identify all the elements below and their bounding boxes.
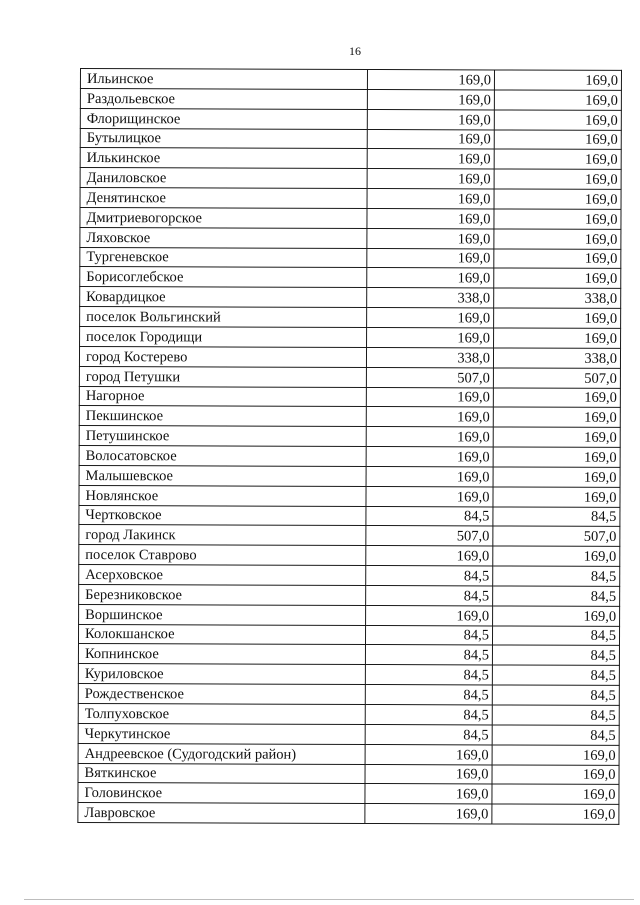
- value-cell-col2: 169,0: [494, 189, 621, 209]
- table-row: [80, 108, 621, 130]
- municipality-name-cell: Ковардицкое: [80, 287, 367, 308]
- municipality-name-cell: город Петушки: [79, 366, 366, 387]
- value-cell-col2: 169,0: [492, 784, 619, 804]
- table-row: [80, 188, 621, 210]
- municipality-name-cell: Ляховское: [80, 227, 367, 248]
- value-cell-col1: 338,0: [367, 288, 494, 308]
- value-cell-col1: 84,5: [365, 645, 492, 665]
- value-cell-col1: 84,5: [366, 566, 493, 586]
- table-row: [79, 465, 620, 487]
- municipality-name-cell: Лавровское: [78, 803, 365, 824]
- value-cell-col1: 169,0: [366, 447, 493, 467]
- table-row: [79, 545, 620, 567]
- table-row: [78, 703, 619, 725]
- value-cell-col2: 169,0: [494, 169, 621, 189]
- value-cell-col1: 169,0: [367, 70, 494, 90]
- value-cell-col1: 169,0: [367, 208, 494, 228]
- municipality-name-cell: Илькинское: [80, 148, 367, 169]
- value-cell-col1: 84,5: [366, 585, 493, 605]
- value-cell-col2: 169,0: [493, 467, 620, 487]
- municipality-name-cell: поселок Вольгинский: [80, 307, 367, 328]
- value-cell-col2: 169,0: [492, 804, 619, 824]
- municipality-name-cell: Копнинское: [78, 644, 365, 665]
- table-row: [79, 346, 620, 368]
- table-row: [79, 604, 620, 626]
- municipality-name-cell: поселок Ставрово: [79, 545, 366, 566]
- value-cell-col2: 169,0: [493, 606, 620, 626]
- value-cell-col2: 338,0: [494, 288, 621, 308]
- value-cell-col1: 169,0: [367, 169, 494, 189]
- value-cell-col1: 169,0: [365, 744, 492, 764]
- value-cell-col2: 169,0: [493, 407, 620, 427]
- municipality-name-cell: Бутылицкое: [80, 128, 367, 149]
- value-cell-col2: 169,0: [493, 447, 620, 467]
- table-row: [80, 326, 621, 348]
- value-cell-col1: 84,5: [365, 704, 492, 724]
- value-cell-col1: 84,5: [365, 625, 492, 645]
- municipality-name-cell: поселок Городищи: [80, 326, 367, 347]
- value-cell-col1: 84,5: [365, 665, 492, 685]
- value-cell-col1: 169,0: [367, 248, 494, 268]
- value-cell-col2: 169,0: [494, 90, 621, 110]
- value-cell-col1: 169,0: [365, 804, 492, 824]
- municipality-name-cell: Андреевское (Судогодский район): [78, 743, 365, 764]
- table-row: [78, 743, 619, 765]
- value-cell-col1: 84,5: [365, 685, 492, 705]
- table-row: [79, 446, 620, 468]
- value-cell-col2: 169,0: [494, 249, 621, 269]
- value-cell-col2: 169,0: [493, 427, 620, 447]
- value-cell-col2: 338,0: [493, 348, 620, 368]
- table-row: [80, 168, 621, 190]
- table-row: [79, 406, 620, 428]
- municipality-name-cell: Березниковское: [79, 584, 366, 605]
- municipality-name-cell: Раздольевское: [80, 88, 367, 109]
- table-row: [79, 565, 620, 587]
- table-row: [79, 525, 620, 547]
- table-row: [80, 287, 621, 309]
- value-cell-col1: 169,0: [367, 228, 494, 248]
- value-cell-col1: 169,0: [367, 327, 494, 347]
- table-body: [78, 69, 622, 825]
- value-cell-col1: 507,0: [366, 526, 493, 546]
- table-row: [79, 485, 620, 507]
- value-cell-col1: 169,0: [365, 764, 492, 784]
- municipality-name-cell: Малышевское: [79, 465, 366, 486]
- table-row: [79, 584, 620, 606]
- page-number: 16: [349, 44, 361, 58]
- value-cell-col1: 169,0: [366, 407, 493, 427]
- value-cell-col2: 169,0: [494, 268, 621, 288]
- municipality-name-cell: Головинское: [78, 783, 365, 804]
- allocation-table: [77, 68, 622, 825]
- table-row: [80, 227, 621, 249]
- municipality-name-cell: Асерховское: [79, 565, 366, 586]
- municipality-name-cell: Тургеневское: [80, 247, 367, 268]
- municipality-name-cell: Чертковское: [79, 505, 366, 526]
- value-cell-col1: 84,5: [366, 506, 493, 526]
- table-row: [78, 624, 619, 646]
- value-cell-col2: 169,0: [494, 70, 621, 90]
- municipality-name-cell: Колокшанское: [78, 624, 365, 645]
- value-cell-col2: 84,5: [492, 685, 619, 705]
- document-sheet: [77, 68, 618, 825]
- value-cell-col2: 169,0: [492, 745, 619, 765]
- value-cell-col1: 169,0: [366, 427, 493, 447]
- value-cell-col2: 169,0: [494, 149, 621, 169]
- table-row: [80, 128, 621, 150]
- municipality-name-cell: Куриловское: [78, 664, 365, 685]
- municipality-name-cell: Пекшинское: [79, 406, 366, 427]
- value-cell-col1: 169,0: [366, 605, 493, 625]
- value-cell-col1: 169,0: [366, 486, 493, 506]
- table-row: [80, 88, 621, 110]
- value-cell-col1: 169,0: [366, 387, 493, 407]
- table-row: [78, 644, 619, 666]
- municipality-name-cell: Новлянское: [79, 485, 366, 506]
- value-cell-col1: 84,5: [365, 724, 492, 744]
- value-cell-col2: 507,0: [493, 526, 620, 546]
- table-row: [78, 723, 619, 745]
- value-cell-col2: 169,0: [493, 546, 620, 566]
- table-row: [78, 664, 619, 686]
- value-cell-col1: 169,0: [367, 268, 494, 288]
- value-cell-col1: 338,0: [366, 347, 493, 367]
- value-cell-col1: 169,0: [367, 149, 494, 169]
- value-cell-col2: 84,5: [492, 725, 619, 745]
- value-cell-col2: 169,0: [494, 110, 621, 130]
- municipality-name-cell: Черкутинское: [78, 723, 365, 744]
- value-cell-col1: 169,0: [365, 784, 492, 804]
- municipality-name-cell: Волосатовское: [79, 446, 366, 467]
- value-cell-col1: 507,0: [366, 367, 493, 387]
- table-row: [79, 426, 620, 448]
- value-cell-col2: 84,5: [493, 566, 620, 586]
- municipality-name-cell: Вяткинское: [78, 763, 365, 784]
- table-row: [78, 783, 619, 805]
- value-cell-col1: 169,0: [366, 546, 493, 566]
- table-row: [79, 505, 620, 527]
- table-row: [80, 307, 621, 329]
- value-cell-col2: 169,0: [494, 129, 621, 149]
- value-cell-col2: 169,0: [493, 487, 620, 507]
- value-cell-col1: 169,0: [366, 466, 493, 486]
- table-row: [78, 803, 619, 825]
- municipality-name-cell: Борисоглебское: [80, 267, 367, 288]
- municipality-name-cell: Толпуховское: [78, 703, 365, 724]
- table-row: [80, 69, 621, 91]
- value-cell-col2: 169,0: [492, 764, 619, 784]
- municipality-name-cell: город Лакинск: [79, 525, 366, 546]
- table-row: [78, 763, 619, 785]
- value-cell-col2: 169,0: [494, 308, 621, 328]
- municipality-name-cell: Нагорное: [79, 386, 366, 407]
- value-cell-col2: 169,0: [494, 209, 621, 229]
- table-row: [80, 207, 621, 229]
- table-row: [78, 684, 619, 706]
- scan-edge-line: [24, 899, 634, 900]
- value-cell-col2: 169,0: [494, 328, 621, 348]
- municipality-name-cell: Воршинское: [79, 604, 366, 625]
- value-cell-col1: 169,0: [367, 89, 494, 109]
- municipality-name-cell: Ильинское: [80, 69, 367, 90]
- value-cell-col2: 507,0: [493, 368, 620, 388]
- municipality-name-cell: Денятинское: [80, 188, 367, 209]
- value-cell-col2: 84,5: [492, 705, 619, 725]
- table-row: [79, 366, 620, 388]
- value-cell-col2: 84,5: [492, 626, 619, 646]
- value-cell-col2: 84,5: [493, 586, 620, 606]
- value-cell-col2: 169,0: [493, 387, 620, 407]
- value-cell-col2: 84,5: [492, 665, 619, 685]
- municipality-name-cell: Флорищинское: [80, 108, 367, 129]
- value-cell-col1: 169,0: [367, 109, 494, 129]
- value-cell-col1: 169,0: [367, 129, 494, 149]
- value-cell-col2: 84,5: [492, 645, 619, 665]
- table-row: [79, 386, 620, 408]
- table-row: [80, 267, 621, 289]
- municipality-name-cell: Петушинское: [79, 426, 366, 447]
- municipality-name-cell: Дмитриевогорское: [80, 207, 367, 228]
- value-cell-col1: 169,0: [367, 189, 494, 209]
- value-cell-col1: 169,0: [367, 308, 494, 328]
- municipality-name-cell: город Костерево: [79, 346, 366, 367]
- municipality-name-cell: Даниловское: [80, 168, 367, 189]
- value-cell-col2: 169,0: [494, 229, 621, 249]
- table-row: [80, 247, 621, 269]
- table-row: [80, 148, 621, 170]
- value-cell-col2: 84,5: [493, 507, 620, 527]
- municipality-name-cell: Рождественское: [78, 684, 365, 705]
